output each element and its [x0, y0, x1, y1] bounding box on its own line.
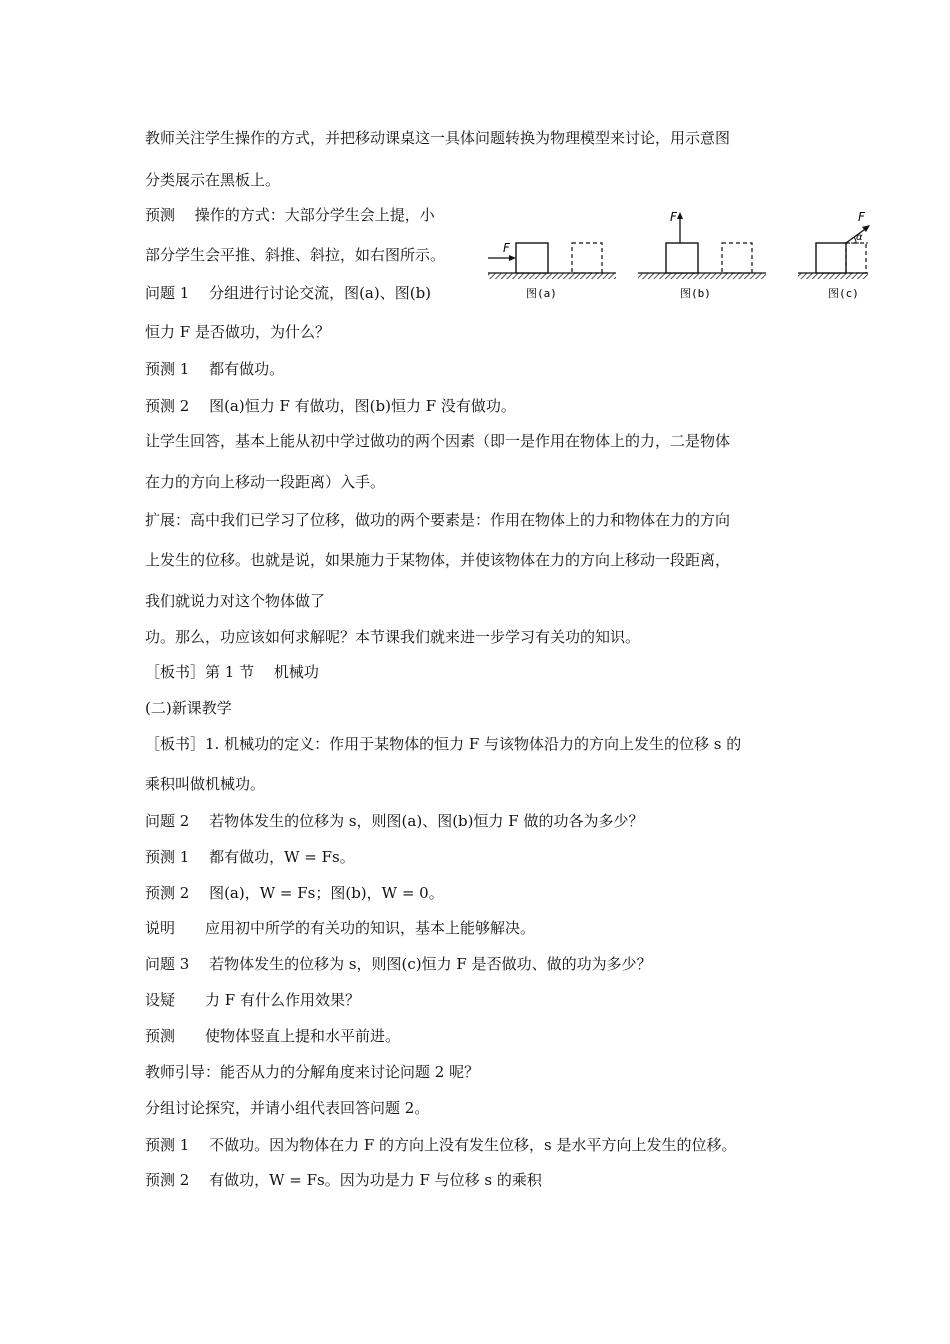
text-line: 上发生的位移。也就是说，如果施力于某物体，并使该物体在力的方向上移动一段距离， — [145, 551, 731, 569]
text-line: 让学生回答，基本上能从初中学过做功的两个因素（即一是作用在物体上的力，二是物体 — [145, 432, 731, 450]
text-line: 分组讨论探究，并请小组代表回答问题 2。 — [145, 1099, 430, 1117]
dashed-block-b — [722, 243, 752, 273]
text-line: 预测 2 图(a)恒力 F 有做功，图(b)恒力 F 没有做功。 — [145, 397, 516, 415]
ground-a — [488, 273, 616, 279]
text-line: (二)新课教学 — [145, 699, 232, 717]
text-line: 预测 操作的方式：大部分学生会上提，小 — [145, 206, 435, 224]
block-c — [816, 243, 846, 273]
figure-c — [798, 210, 870, 300]
dashed-block-c — [846, 243, 866, 273]
force-label-b: F — [670, 210, 677, 224]
block-a — [516, 243, 548, 273]
text-line: 功。那么，功应该如何求解呢？本节课我们就来进一步学习有关功的知识。 — [145, 628, 641, 646]
text-line: 教师关注学生操作的方式，并把移动课桌这一具体问题转换为物理模型来讨论，用示意图 — [145, 129, 731, 147]
text-line: 预测 2 图(a)，W = Fs；图(b)，W = 0。 — [145, 884, 444, 902]
ground-c — [798, 273, 868, 279]
text-line: 分类展示在黑板上。 — [145, 171, 281, 189]
force-diagrams — [484, 205, 874, 305]
force-diagram-svg — [484, 205, 874, 305]
caption-b: 图(b) — [680, 287, 711, 300]
ground-b — [638, 273, 766, 279]
text-line: 设疑 力 F 有什么作用效果？ — [145, 991, 360, 1009]
text-line: 我们就说力对这个物体做了 — [145, 592, 326, 610]
text-line: ［板书］第 1 节 机械功 — [145, 663, 319, 681]
text-line: 预测 2 有做功，W = Fs。因为功是力 F 与位移 s 的乘积 — [145, 1171, 542, 1189]
text-line: 问题 3 若物体发生的位移为 s，则图(c)恒力 F 是否做功、做的功为多少？ — [145, 955, 652, 973]
angle-label-c: α — [856, 232, 863, 243]
dashed-block-a — [572, 243, 602, 273]
text-line: 乘积叫做机械功。 — [145, 775, 266, 793]
figure-a — [488, 241, 616, 300]
text-line: 扩展：高中我们已学习了位移，做功的两个要素是：作用在物体上的力和物体在力的方向 — [145, 511, 731, 529]
text-line: 在力的方向上移动一段距离）入手。 — [145, 473, 386, 491]
text-line: 预测 1 不做功。因为物体在力 F 的方向上没有发生位移，s 是水平方向上发生的位移。 — [145, 1136, 737, 1154]
text-line: 部分学生会平推、斜推、斜拉，如右图所示。 — [145, 246, 446, 264]
caption-c: 图(c) — [828, 287, 859, 300]
text-line: 预测 使物体竖直上提和水平前进。 — [145, 1027, 401, 1045]
text-line: ［板书］1. 机械功的定义：作用于某物体的恒力 F 与该物体沿力的方向上发生的位移 s 的 — [145, 735, 742, 753]
text-line: 说明 应用初中所学的有关功的知识，基本上能够解决。 — [145, 919, 536, 937]
text-line: 问题 1 分组进行讨论交流，图(a)、图(b) — [145, 284, 432, 302]
text-line: 恒力 F 是否做功，为什么？ — [145, 323, 330, 341]
text-line: 预测 1 都有做功，W = Fs。 — [145, 848, 355, 866]
text-line: 教师引导：能否从力的分解角度来讨论问题 2 呢？ — [145, 1063, 480, 1081]
force-label-c: F — [858, 210, 865, 224]
block-b — [666, 243, 698, 273]
text-line: 问题 2 若物体发生的位移为 s，则图(a)、图(b)恒力 F 做的功各为多少？ — [145, 812, 644, 830]
caption-a: 图(a) — [526, 287, 557, 300]
text-line: 预测 1 都有做功。 — [145, 360, 285, 378]
figure-b — [638, 210, 766, 300]
force-label-a: F — [503, 241, 510, 255]
